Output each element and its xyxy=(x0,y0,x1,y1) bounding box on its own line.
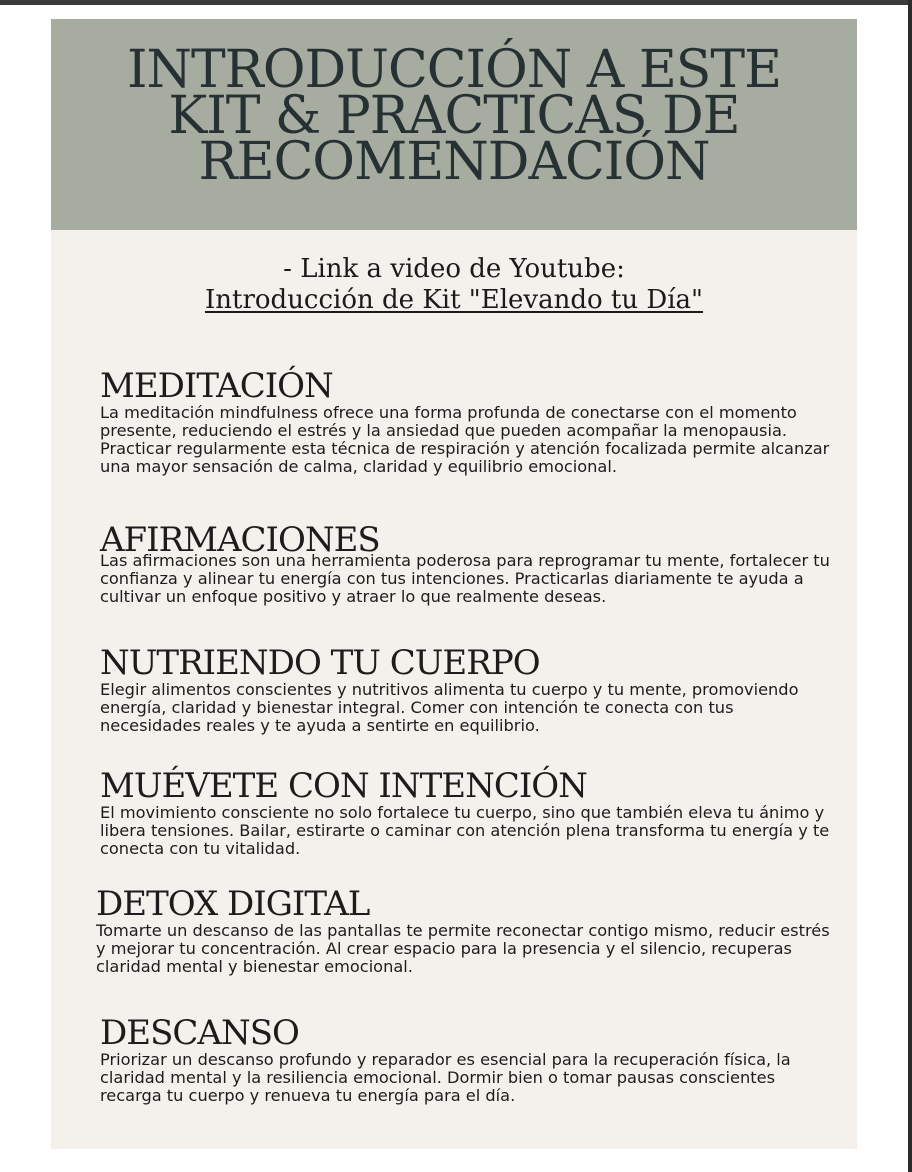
section-meditacion xyxy=(100,368,830,476)
title-banner xyxy=(51,19,857,230)
section-title: DETOX DIGITAL xyxy=(96,884,370,924)
youtube-video-link[interactable]: Introducción de Kit "Elevando tu Día" xyxy=(205,285,703,315)
section-body: Tomarte un descanso de las pantallas te permite reconectar contigo mismo, reducir estrés y mejorar tu concentración. Al crear espacio para la presencia y el silencio, recuperas claridad mental y bienestar emocional. xyxy=(96,921,830,976)
section-body: La meditación mindfulness ofrece una forma profunda de conectarse con el momento presente, reduciendo el estrés y la ansiedad que pueden acompañar la menopausia. Practicar regularmente esta técnica de respiración y atención focalizada permite alcanzar una mayor sensación de calma, claridad y equilibrio emocional. xyxy=(100,403,830,476)
section-nutriendo-tu-cuerpo xyxy=(100,645,830,735)
section-title: DESCANSO xyxy=(100,1013,299,1053)
document-page xyxy=(51,19,857,1149)
section-title: MUÉVETE CON INTENCIÓN xyxy=(100,766,587,806)
title-line-1: INTRODUCCIÓN A ESTE xyxy=(126,40,782,100)
section-detox-digital xyxy=(96,886,836,976)
title-line-3: RECOMENDACIÓN xyxy=(198,132,710,192)
window-right-border xyxy=(908,0,912,1172)
video-intro-text: - Link a video de Youtube: xyxy=(283,254,625,284)
section-body: El movimiento consciente no solo fortalece tu cuerpo, sino que también eleva tu ánimo y libera tensiones. Bailar, estirarte o caminar con atención plena transforma tu energía y te conecta con tu vitalidad. xyxy=(100,803,830,858)
page-title xyxy=(51,40,857,192)
section-afirmaciones xyxy=(100,522,830,606)
section-body: Priorizar un descanso profundo y reparador es esencial para la recuperación física, la claridad mental y la resiliencia emocional. Dormir bien o tomar pausas conscientes recarga tu cuerpo y renueva tu energía para el día. xyxy=(100,1050,791,1105)
section-descanso xyxy=(100,1015,830,1105)
section-muevete-con-intencion xyxy=(100,768,830,858)
section-title: AFIRMACIONES xyxy=(100,520,380,560)
section-body: Las afirmaciones son una herramienta poderosa para reprogramar tu mente, fortalecer tu confianza y alinear tu energía con tus intenciones. Practicarlas diariamente te ayuda a cultivar un enfoque positivo y atraer lo que realmente deseas. xyxy=(100,551,830,606)
video-link-block xyxy=(51,254,857,316)
window-top-border xyxy=(0,0,912,5)
title-line-2: KIT & PRACTICAS DE xyxy=(168,86,740,146)
section-title: NUTRIENDO TU CUERPO xyxy=(100,643,540,683)
section-title: MEDITACIÓN xyxy=(100,366,333,406)
section-body: Elegir alimentos conscientes y nutritivos alimenta tu cuerpo y tu mente, promoviendo energía, claridad y bienestar integral. Comer con intención te conecta con tus necesidades reales y te ayuda a sentirte en equilibrio. xyxy=(100,680,799,735)
